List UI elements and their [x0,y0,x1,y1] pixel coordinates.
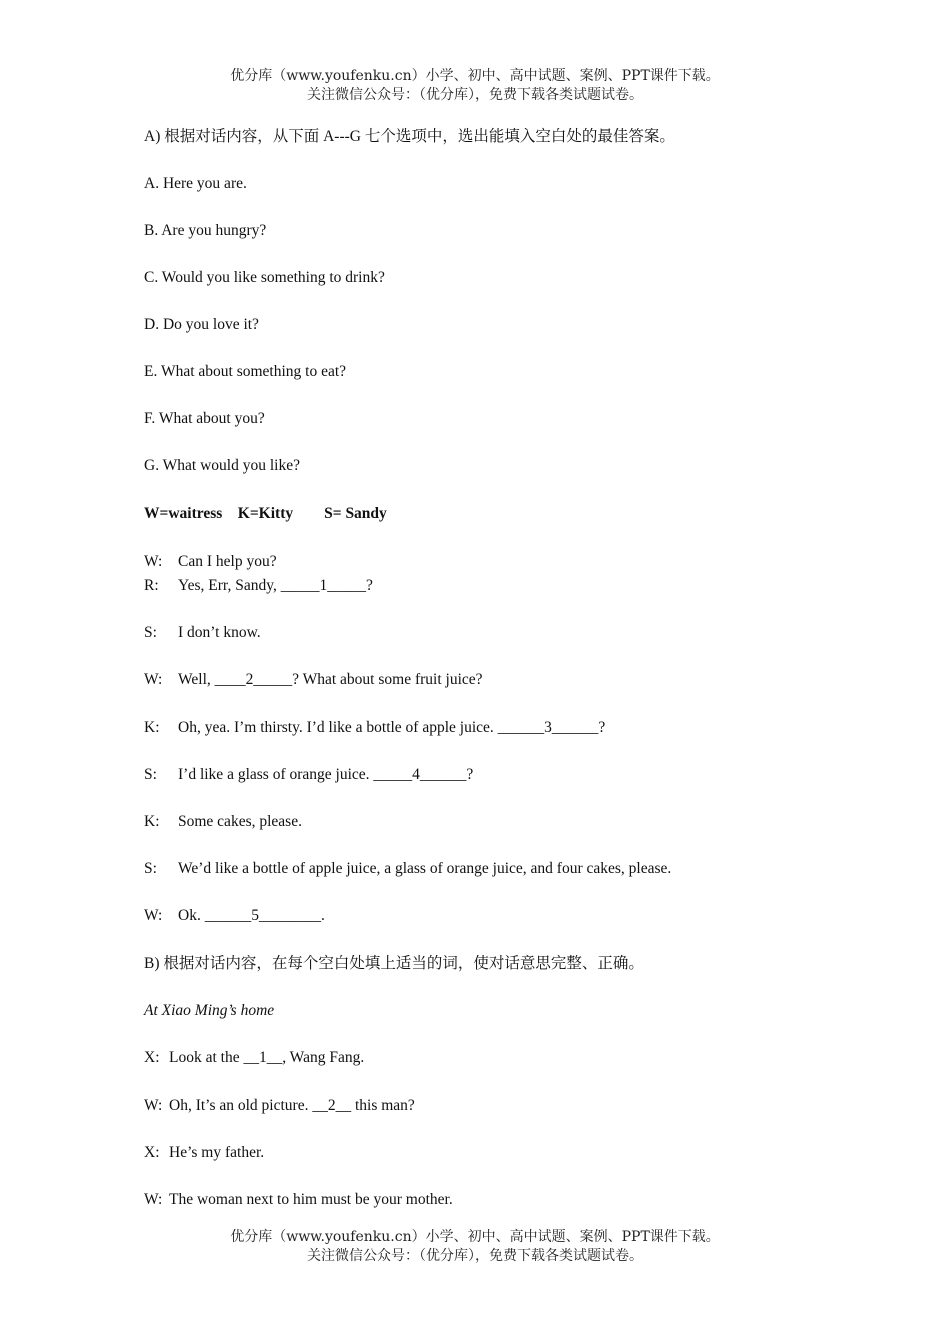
option-e: E. What about something to eat? [144,363,347,380]
dialogue-line [144,1143,264,1163]
section-b-instruction: B) 根据对话内容，在每个空白处填上适当的词，使对话意思完整、正确。 [144,955,644,972]
header-line-1: 优分库（www.youfenku.cn）小学、初中、高中试题、案例、PPT课件下载。 [230,68,720,84]
dialogue-line [144,1096,415,1116]
speaker-label: S: [144,860,157,877]
dialogue-text: Yes, Err, Sandy, _____1_____? [178,577,373,594]
dialogue-text: Look at the __1__, Wang Fang. [169,1049,365,1066]
dialogue-line [144,623,261,643]
dialogue-line [144,552,277,572]
speaker-label: R: [144,577,159,594]
footer-line-1: 优分库（www.youfenku.cn）小学、初中、高中试题、案例、PPT课件下载。 [230,1229,720,1245]
speaker-label: W: [144,553,163,570]
dialogue-line [144,859,671,879]
speaker-label: S: [144,766,157,783]
speaker-label: W: [144,1097,163,1114]
speaker-label: W: [144,1191,163,1208]
speaker-label: W: [144,671,163,688]
option-d: D. Do you love it? [144,316,259,333]
section-b-title: At Xiao Ming’s home [144,1002,275,1019]
speaker-label: K: [144,719,160,736]
dialogue-text: The woman next to him must be your mother. [169,1191,453,1208]
option-g: G. What would you like? [144,457,300,474]
speaker-legend: W=waitress K=Kitty S= Sandy [144,505,387,522]
speaker-label: K: [144,813,160,830]
dialogue-line [144,1048,364,1068]
option-f: F. What about you? [144,410,265,427]
dialogue-text: I don’t know. [178,624,261,641]
dialogue-text: He’s my father. [169,1144,265,1161]
dialogue-text: We’d like a bottle of apple juice, a glass of orange juice, and four cakes, please. [178,860,672,877]
dialogue-line [144,718,605,738]
speaker-label: X: [144,1144,160,1161]
dialogue-line [144,576,373,596]
dialogue-text: Ok. ______5________. [178,907,325,924]
speaker-label: S: [144,624,157,641]
dialogue-line [144,906,325,926]
dialogue-text: Well, ____2_____? What about some fruit juice? [178,671,483,688]
speaker-label: X: [144,1049,160,1066]
dialogue-text: Some cakes, please. [178,813,302,830]
dialogue-text: Can I help you? [178,553,277,570]
footer-line-2: 关注微信公众号：（优分库），免费下载各类试题试卷。 [307,1248,643,1264]
dialogue-text: I’d like a glass of orange juice. _____4______? [178,766,474,783]
option-a: A. Here you are. [144,175,247,192]
dialogue-line [144,670,483,690]
header-line-2: 关注微信公众号：（优分库），免费下载各类试题试卷。 [307,87,643,103]
option-c: C. Would you like something to drink? [144,269,385,286]
dialogue-line [144,1190,453,1210]
dialogue-line [144,765,473,785]
speaker-label: W: [144,907,163,924]
dialogue-text: Oh, yea. I’m thirsty. I’d like a bottle of apple juice. ______3______? [178,719,606,736]
option-b: B. Are you hungry? [144,222,267,239]
dialogue-text: Oh, It’s an old picture. __2__ this man? [169,1097,415,1114]
dialogue-line [144,812,302,832]
section-a-instruction: A) 根据对话内容，从下面 A---G 七个选项中，选出能填入空白处的最佳答案。 [144,128,675,145]
